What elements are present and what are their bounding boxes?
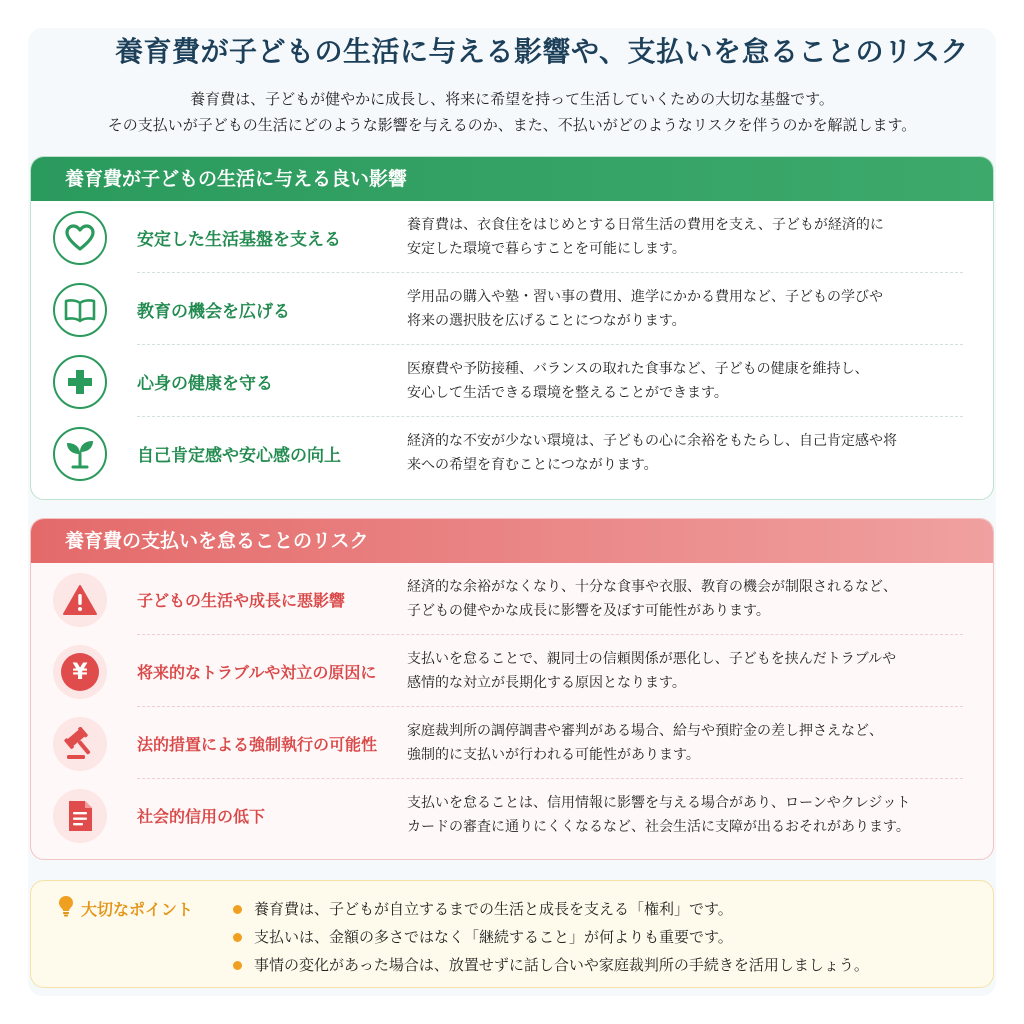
risk-item: [31, 563, 993, 635]
risk-item-desc: [407, 563, 987, 635]
good-item-desc: [407, 201, 987, 273]
good-item-desc: [407, 273, 987, 345]
desc-line: 支払いを怠ることで、親同士の信頼関係が悪化し、子どもを挟んだトラブルや: [407, 651, 897, 667]
desc-line: 安定した環境で暮らすことを可能にします。: [407, 241, 686, 257]
key-points-title: [57, 895, 193, 921]
risk-item-label: 子どもの生活や成長に悪影響: [137, 590, 346, 610]
desc-line: 強制的に支払いが行われる可能性があります。: [407, 747, 700, 763]
key-points-label: 大切なポイント: [81, 899, 194, 919]
list-item: [233, 923, 869, 951]
risk-item: [31, 779, 993, 851]
desc-line: 安心して生活できる環境を整えることができます。: [407, 385, 728, 401]
bullet-icon: [233, 961, 242, 970]
bullet-icon: [233, 905, 242, 914]
desc-line: 医療費や予防接種、バランスの取れた食事など、子どもの健康を維持し、: [407, 361, 869, 377]
list-item: [233, 895, 869, 923]
risk-item-label: 法的措置による強制執行の可能性: [137, 734, 378, 754]
intro-line: その支払いが子どもの生活にどのような影響を与えるのか、また、不払いがどのようなリスクを伴うのかを解説します。: [107, 116, 917, 134]
risk-item-desc: [407, 707, 987, 779]
good-item-desc: [407, 345, 987, 417]
risk-item-label: 社会的信用の低下: [137, 806, 266, 826]
heart-icon: [53, 211, 107, 265]
good-item-desc: [407, 417, 987, 489]
bullet-icon: [233, 933, 242, 942]
gavel-icon: [53, 717, 107, 771]
good-item: [31, 345, 993, 417]
yen-icon: [53, 645, 107, 699]
desc-line: カードの審査に通りにくくなるなど、社会生活に支障が出るおそれがあります。: [407, 819, 910, 835]
good-item: [31, 201, 993, 273]
page-title: 養育費が子どもの生活に与える影響や、支払いを怠ることのリスク: [115, 35, 969, 68]
book-icon: [53, 283, 107, 337]
risk-item-label: 将来的なトラブルや対立の原因に: [137, 662, 377, 682]
point-text: 支払いは、金額の多さではなく「継続すること」が何よりも重要です。: [254, 928, 733, 946]
desc-line: 将来の選択肢を広げることにつながります。: [407, 313, 686, 329]
lightbulb-icon: [57, 895, 75, 921]
point-text: 養育費は、子どもが自立するまでの生活と成長を支える「権利」です。: [254, 900, 733, 918]
risk-item: [31, 707, 993, 779]
key-points-list: [233, 895, 869, 979]
good-item: [31, 273, 993, 345]
risk-heading: 養育費の支払いを怠ることのリスク: [31, 519, 993, 563]
good-item-label: 安定した生活基盤を支える: [137, 229, 341, 250]
desc-line: 来への希望を育むことにつながります。: [407, 457, 658, 473]
document-icon: [53, 789, 107, 843]
sprout-icon: [53, 427, 107, 481]
list-item: [233, 951, 869, 979]
desc-line: 家庭裁判所の調停調書や審判がある場合、給与や預貯金の差し押さえなど、: [407, 723, 883, 739]
yen-glyph: ¥: [61, 653, 99, 691]
key-points-box: [30, 880, 994, 988]
risk-item: [31, 635, 993, 707]
intro-text: [0, 86, 1024, 138]
desc-line: 感情的な対立が長期化する原因となります。: [407, 675, 686, 691]
good-item-label: 教育の機会を広げる: [137, 301, 290, 322]
medical-cross-icon: [53, 355, 107, 409]
intro-line: 養育費は、子どもが健やかに成長し、将来に希望を持って生活していくための大切な基盤です。: [190, 90, 834, 108]
desc-line: 子どもの健やかな成長に影響を及ぼす可能性があります。: [407, 603, 770, 619]
point-text: 事情の変化があった場合は、放置せずに話し合いや家庭裁判所の手続きを活用しましょう。: [254, 956, 869, 974]
risk-item-desc: [407, 635, 987, 707]
desc-line: 支払いを怠ることは、信用情報に影響を与える場合があり、ローンやクレジット: [407, 795, 911, 811]
desc-line: 経済的な余裕がなくなり、十分な食事や衣服、教育の機会が制限されるなど、: [407, 579, 897, 595]
risk-item-desc: [407, 779, 987, 851]
risk-section: [30, 518, 994, 860]
good-item: [31, 417, 993, 489]
desc-line: 養育費は、衣食住をはじめとする日常生活の費用を支え、子どもが経済的に: [407, 217, 884, 233]
desc-line: 経済的な不安が少ない環境は、子どもの心に余裕をもたらし、自己肯定感や将: [407, 433, 897, 449]
good-effects-section: [30, 156, 994, 500]
good-item-label: 自己肯定感や安心感の向上: [137, 445, 341, 466]
good-item-label: 心身の健康を守る: [137, 373, 273, 394]
warning-icon: [53, 573, 107, 627]
good-effects-heading: 養育費が子どもの生活に与える良い影響: [31, 157, 993, 201]
desc-line: 学用品の購入や塾・習い事の費用、進学にかかる費用など、子どもの学びや: [407, 289, 883, 305]
